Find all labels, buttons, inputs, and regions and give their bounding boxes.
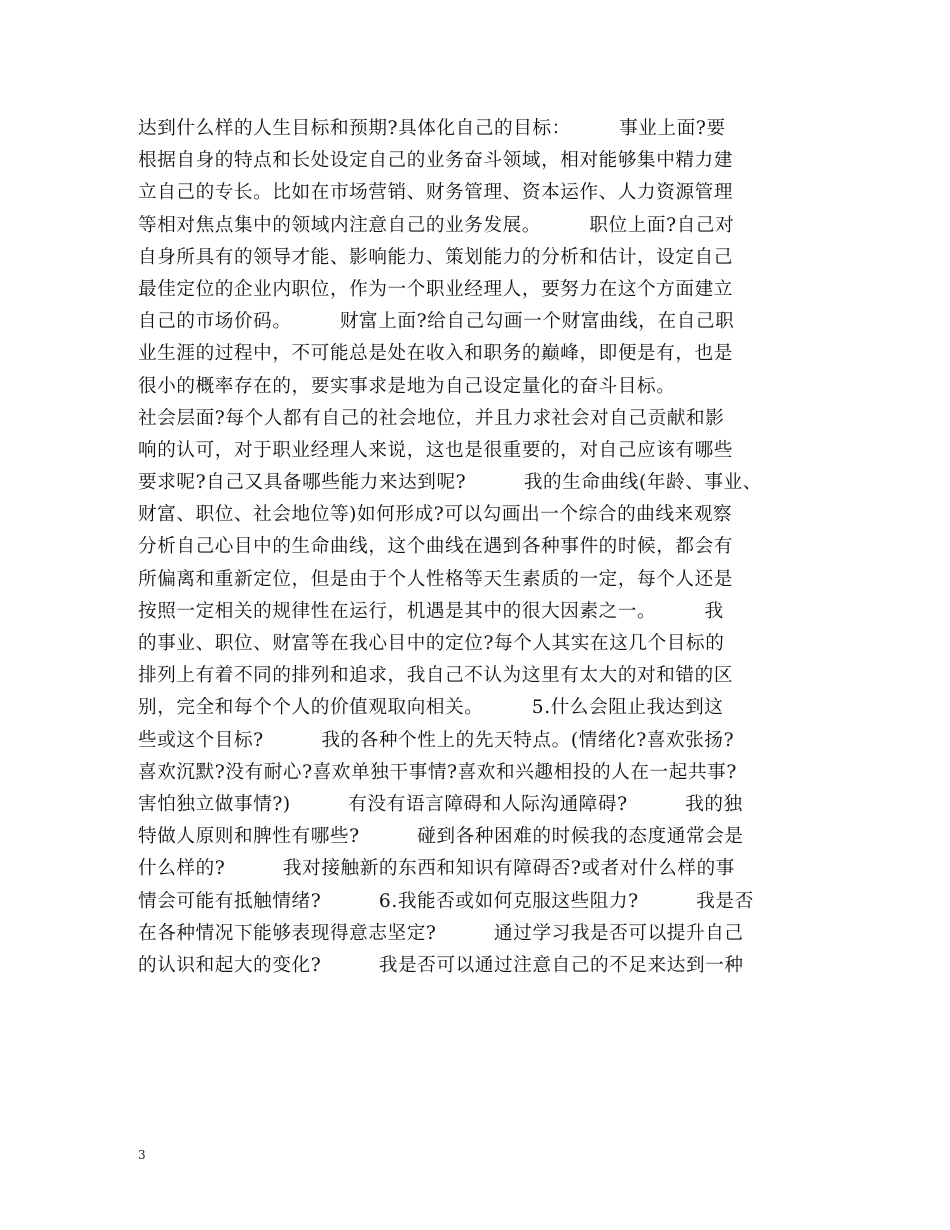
text-line: 业生涯的过程中，不可能总是处在收入和职务的巅峰，即便是有，也是 [138,343,734,365]
text-line: 喜欢沉默?没有耐心?喜欢单独干事情?喜欢和兴趣相投的人在一起共事? [138,761,737,783]
text-line: 根据自身的特点和长处设定自己的业务奋斗领域，相对能够集中精力建 [138,150,734,172]
text-line: 按照一定相关的规律性在运行，机遇是其中的很大因素之一。 我 [138,600,724,622]
text-line: 害怕独立做事情?) 有没有语言障碍和人际沟通障碍? 我的独 [138,793,743,815]
text-line: 什么样的? 我对接触新的东西和知识有障碍否?或者对什么样的事 [138,858,735,880]
text-line: 排列上有着不同的排列和追求，我自己不认为这里有太大的对和错的区 [138,665,734,687]
text-line: 的事业、职位、财富等在我心目中的定位?每个人其实在这几个目标的 [138,633,725,654]
text-line: 财富、职位、社会地位等)如何形成?可以勾画出一个综合的曲线来观察 [138,504,733,526]
text-line: 自己的市场价码。 财富上面?给自己勾画一个财富曲线，在自己职 [138,311,735,333]
text-line: 的认识和起大的变化? 我是否可以通过注意自己的不足来达到一种 [138,954,744,976]
text-line: 分析自己心目中的生命曲线，这个曲线在遇到各种事件的时候，都会有 [138,536,734,558]
text-line: 社会层面?每个人都有自己的社会地位，并且力求社会对自己贡献和影 [138,407,725,429]
text-line: 些或这个目标? 我的各种个性上的先天特点。(情绪化?喜欢张扬? [138,729,735,751]
text-line: 最佳定位的企业内职位，作为一个职业经理人，要努力在这个方面建立 [138,278,734,300]
text-line: 情会可能有抵触情绪? 6.我能否或如何克服这些阻力? 我是否 [138,890,754,912]
text-line: 特做人原则和脾性有哪些? 碰到各种困难的时候我的态度通常会是 [138,826,744,848]
text-line: 响的认可，对于职业经理人来说，这也是很重要的，对自己应该有哪些 [138,439,734,461]
text-line: 自身所具有的领导才能、影响能力、策划能力的分析和估计，设定自己 [138,246,734,268]
text-line: 立自己的专长。比如在市场营销、财务管理、资本运作、人力资源管理 [138,182,734,204]
body-text [138,113,818,982]
text-line: 等相对焦点集中的领域内注意自己的业务发展。 职位上面?自己对 [138,214,735,236]
page-number: 3 [138,1148,146,1162]
text-line: 在各种情况下能够表现得意志坚定? 通过学习我是否可以提升自己 [138,922,744,944]
text-line: 要求呢?自己又具备哪些能力来达到呢? 我的生命曲线(年龄、事业、 [138,472,762,494]
text-line: 别，完全和每个个人的价值观取向相关。 5.什么会阻止我达到这 [138,697,724,719]
text-line: 所偏离和重新定位，但是由于个人性格等天生素质的一定，每个人还是 [138,568,734,590]
text-line: 达到什么样的人生目标和预期?具体化自己的目标： 事业上面?要 [138,118,726,139]
text-line: 很小的概率存在的，要实事求是地为自己设定量化的奋斗目标。 [138,375,676,397]
